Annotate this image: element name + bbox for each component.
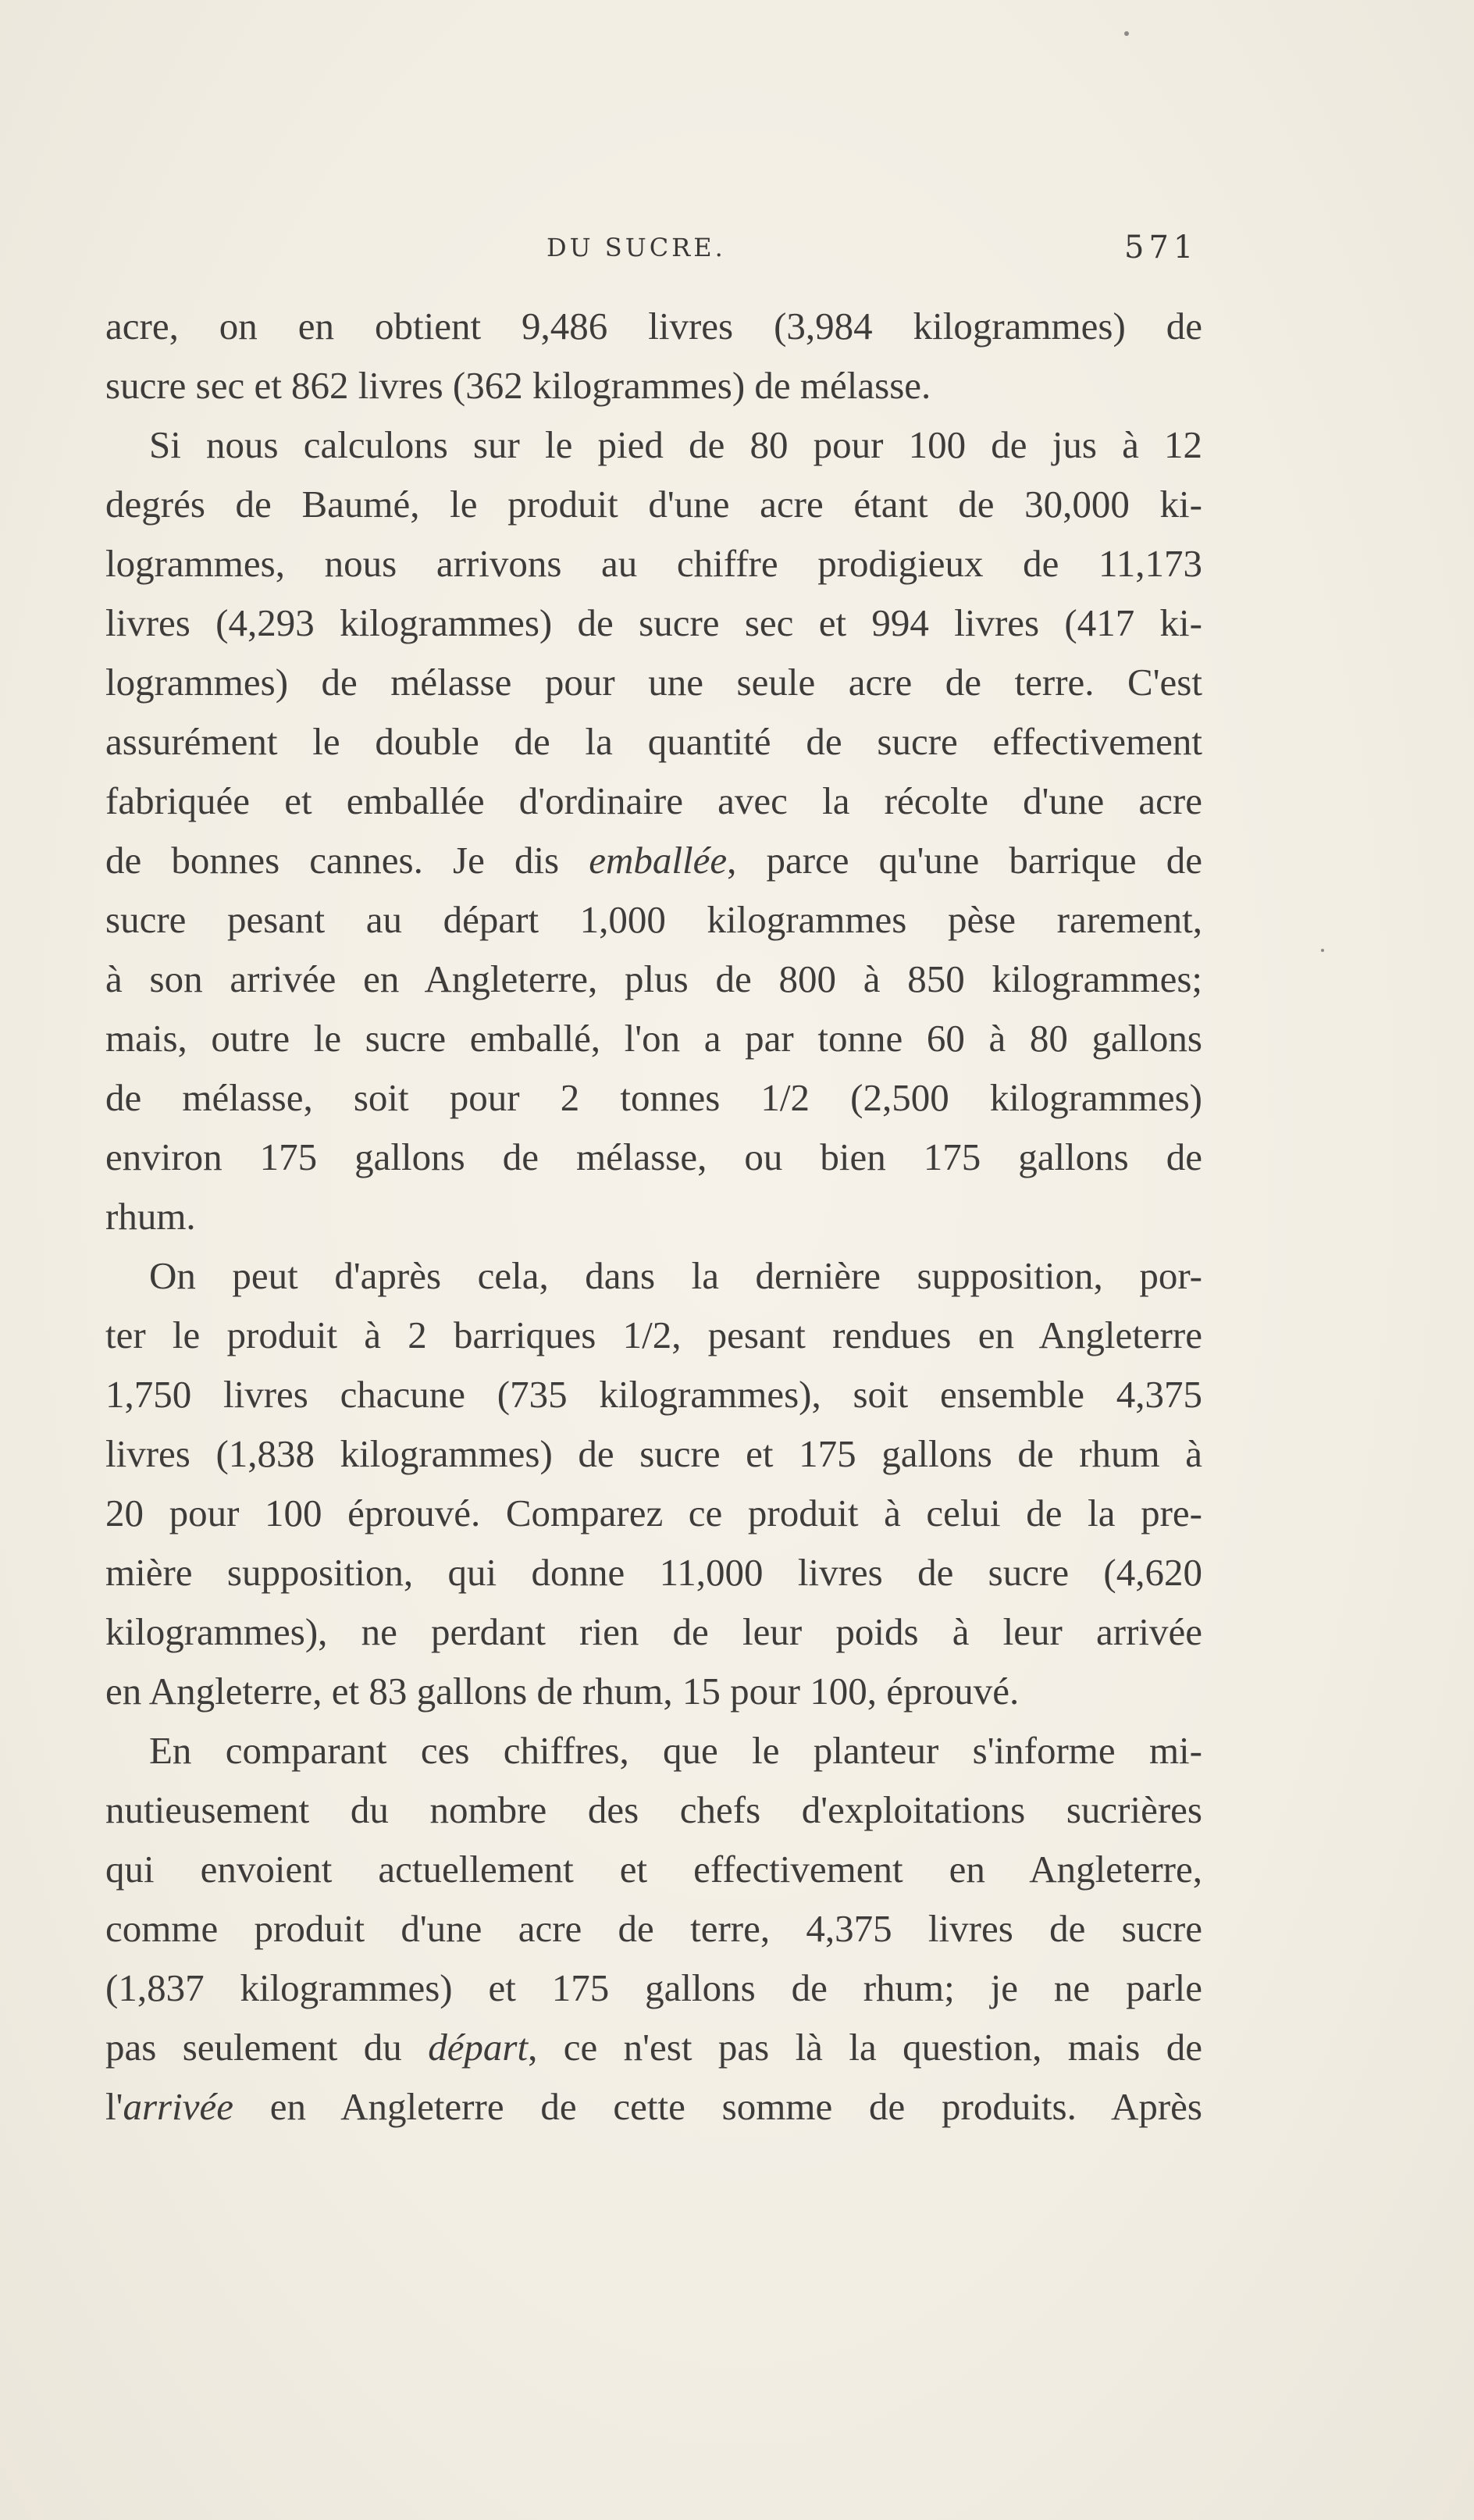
page-header: [109, 230, 1202, 280]
text-line: livres (1,838 kilogrammes) de sucre et 175 gallons de rhum à: [105, 1432, 1202, 1475]
text-line: l'arrivée en Angleterre de cette somme de produits. Après: [105, 2085, 1202, 2128]
text-line: 20 pour 100 éprouvé. Comparez ce produit à celui de la pre-: [105, 1492, 1202, 1534]
text-line: comme produit d'une acre de terre, 4,375 livres de sucre: [105, 1907, 1202, 1950]
text-line: degrés de Baumé, le produit d'une acre étant de 30,000 ki-: [105, 483, 1202, 526]
text-line: qui envoient actuellement et effectivement en Angleterre,: [105, 1848, 1202, 1891]
text-line: On peut d'après cela, dans la dernière supposition, por-: [149, 1254, 1202, 1297]
text-line: 1,750 livres chacune (735 kilogrammes), soit ensemble 4,375: [105, 1373, 1202, 1416]
page-number: 571: [1124, 230, 1198, 266]
text-line: sucre pesant au départ 1,000 kilogrammes pèse rarement,: [105, 898, 1202, 941]
text-line: ter le produit à 2 barriques 1/2, pesant rendues en Angleterre: [105, 1313, 1202, 1356]
text-line: assurément le double de la quantité de sucre effectivement: [105, 720, 1202, 763]
text-line: mais, outre le sucre emballé, l'on a par tonne 60 à 80 gallons: [105, 1017, 1202, 1060]
text-line: environ 175 gallons de mélasse, ou bien 175 gallons de: [105, 1135, 1202, 1178]
paper-speck: [1321, 949, 1324, 952]
text-line: En comparant ces chiffres, que le planteur s'informe mi-: [149, 1729, 1202, 1772]
text-line: acre, on en obtient 9,486 livres (3,984 kilogrammes) de: [105, 305, 1202, 348]
running-head: DU SUCRE.: [547, 233, 726, 262]
text-line: à son arrivée en Angleterre, plus de 800 à 850 kilogrammes;: [105, 957, 1202, 1000]
text-line: fabriquée et emballée d'ordinaire avec la récolte d'une acre: [105, 779, 1202, 822]
italic-text: arrivée: [123, 2085, 233, 2128]
text-line: kilogrammes), ne perdant rien de leur poids à leur arrivée: [105, 1610, 1202, 1653]
text-line: logrammes, nous arrivons au chiffre prodigieux de 11,173: [105, 542, 1202, 585]
italic-text: départ: [428, 2026, 529, 2069]
text-line: sucre sec et 862 livres (362 kilogrammes) de mélasse.: [105, 364, 931, 407]
text-line: Si nous calculons sur le pied de 80 pour 100 de jus à 12: [149, 423, 1202, 466]
text-line: de bonnes cannes. Je dis emballée, parce qu'une barrique de: [105, 839, 1202, 882]
italic-text: emballée: [589, 839, 728, 882]
body-text: [105, 297, 1202, 2137]
text-line: de mélasse, soit pour 2 tonnes 1/2 (2,500 kilogrammes): [105, 1076, 1202, 1119]
text-line: pas seulement du départ, ce n'est pas là la question, mais de: [105, 2026, 1202, 2069]
text-line: rhum.: [105, 1195, 196, 1238]
text-line: (1,837 kilogrammes) et 175 gallons de rhum; je ne parle: [105, 1966, 1202, 2009]
text-line: nutieusement du nombre des chefs d'exploitations sucrières: [105, 1788, 1202, 1831]
text-line: en Angleterre, et 83 gallons de rhum, 15 pour 100, éprouvé.: [105, 1670, 1020, 1713]
text-line: logrammes) de mélasse pour une seule acre de terre. C'est: [105, 661, 1202, 704]
text-line: mière supposition, qui donne 11,000 livres de sucre (4,620: [105, 1551, 1202, 1594]
paper-speck: [1124, 31, 1129, 36]
text-line: livres (4,293 kilogrammes) de sucre sec et 994 livres (417 ki-: [105, 601, 1202, 644]
